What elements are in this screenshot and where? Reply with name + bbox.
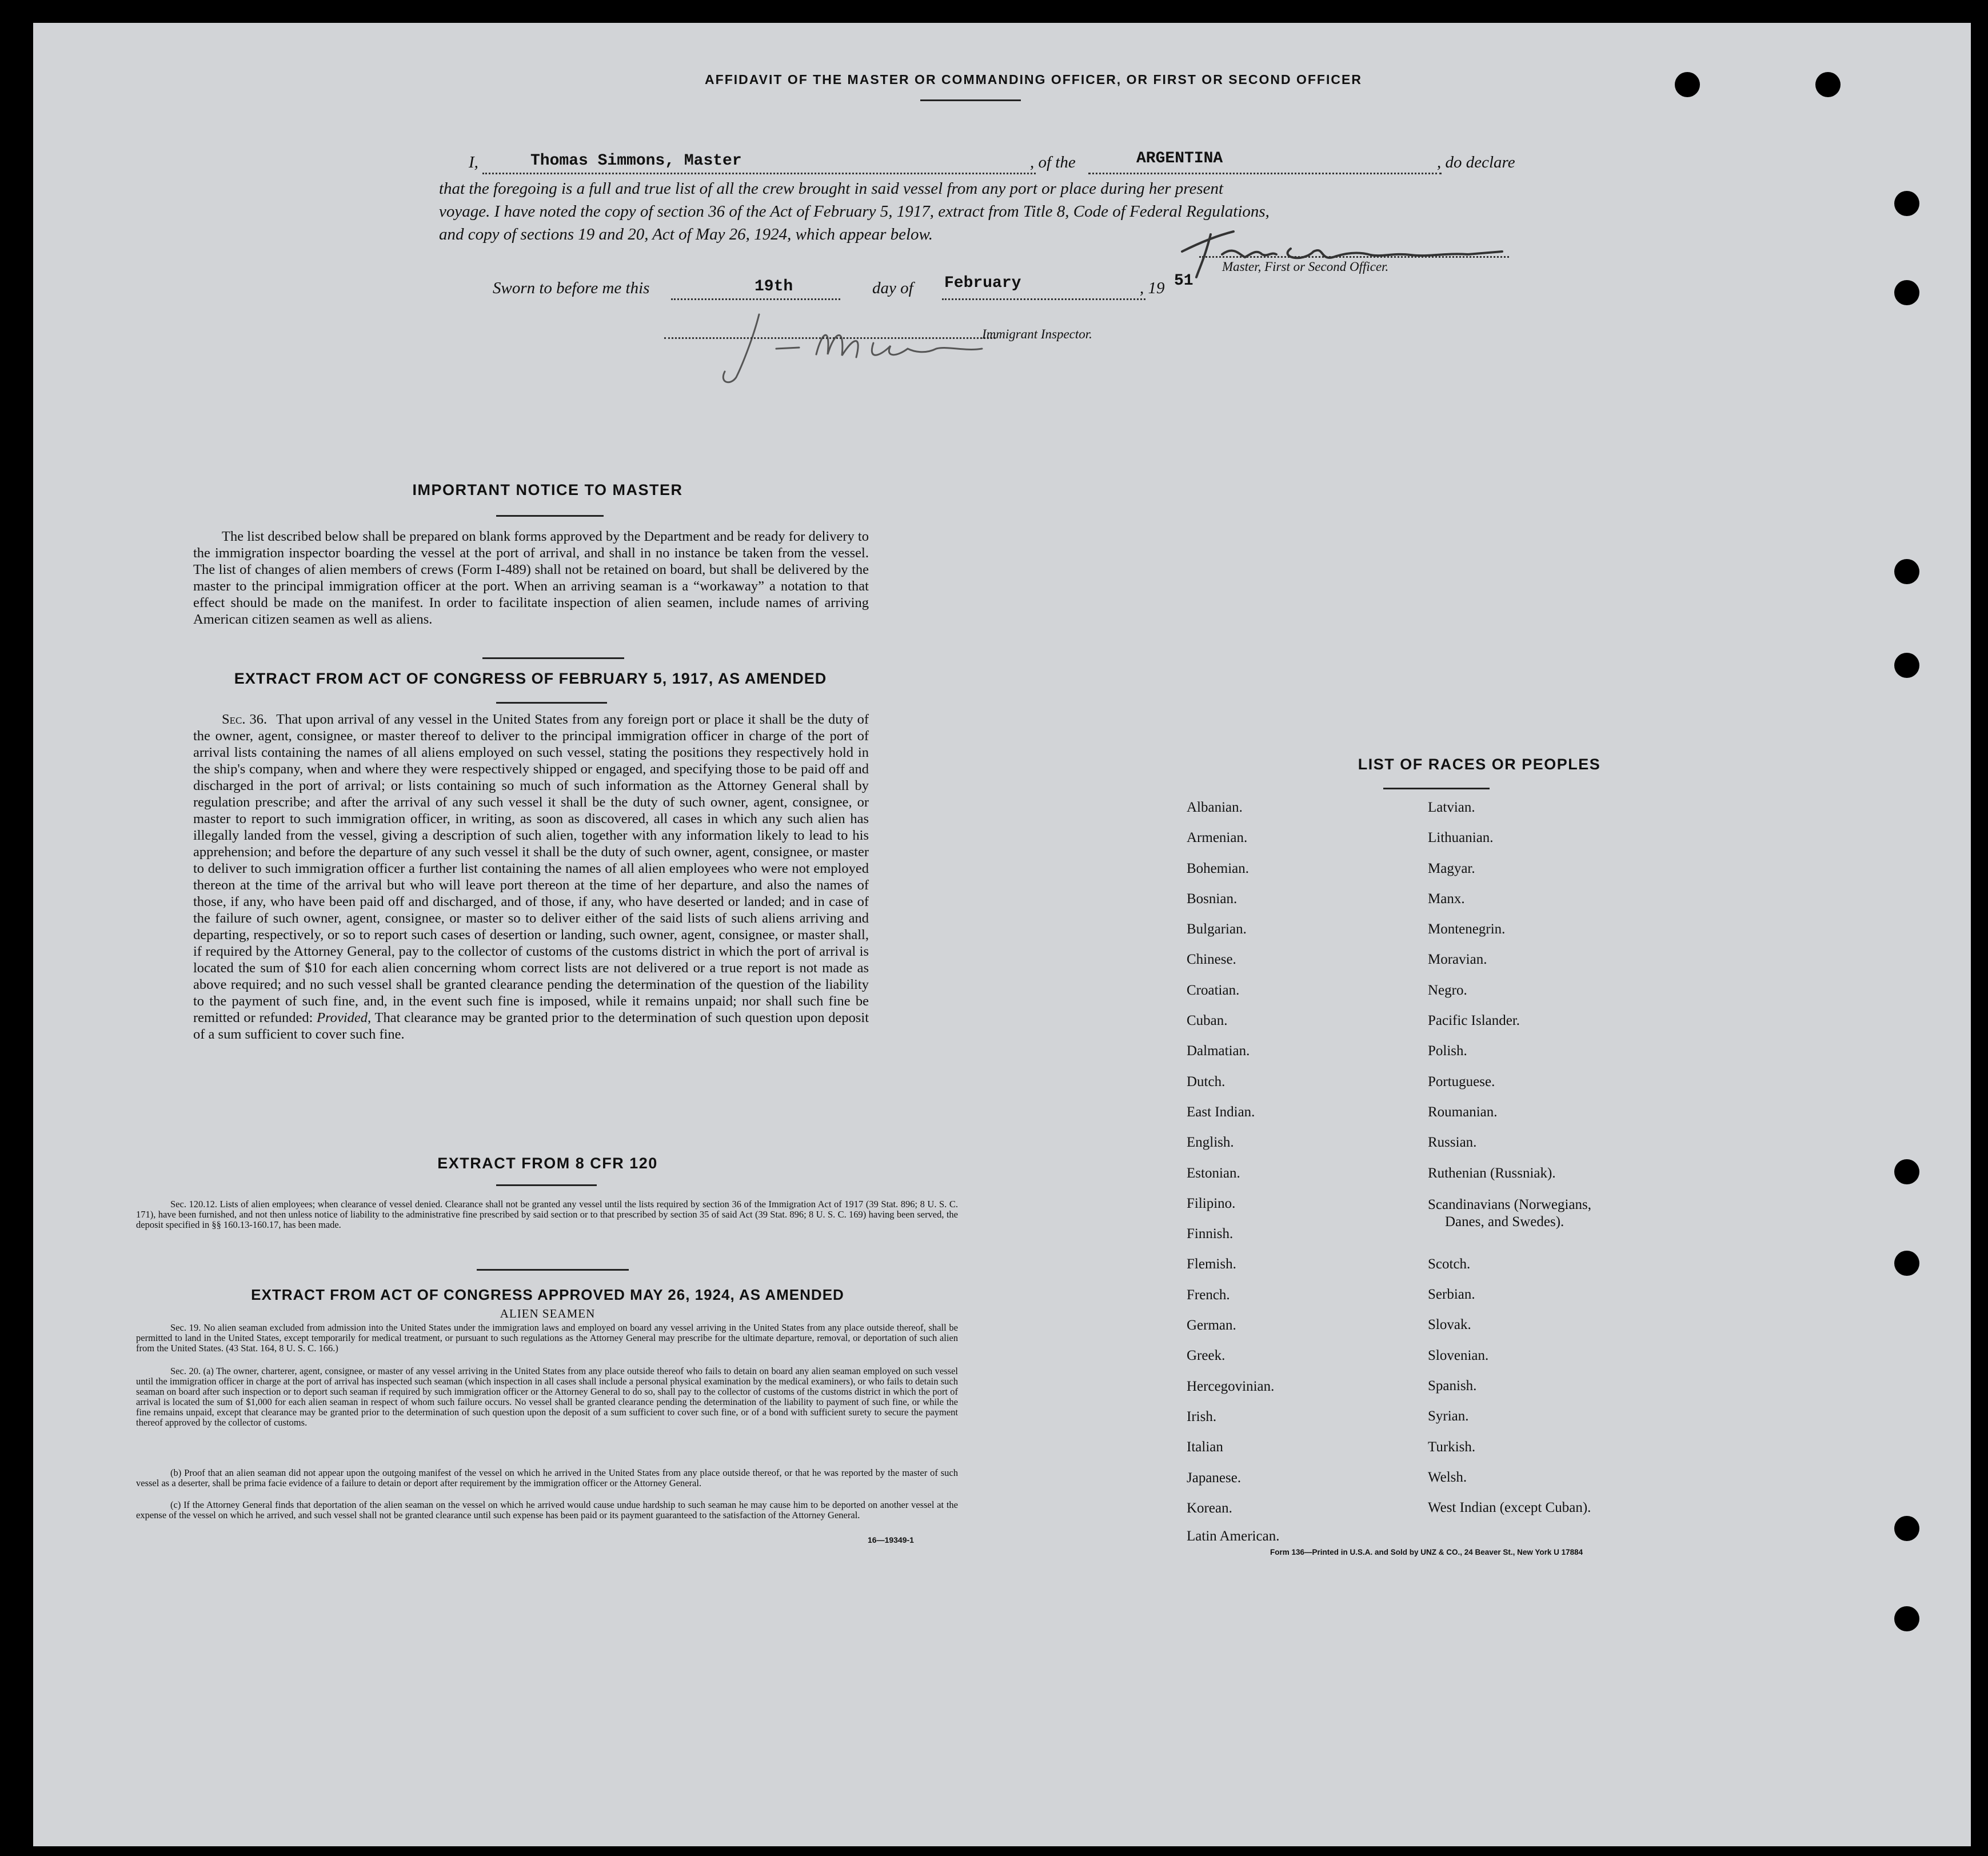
race-item: Syrian. [1428, 1408, 1469, 1424]
race-item: Armenian. [1187, 830, 1248, 846]
affidavit-prefix: I, [469, 153, 478, 171]
race-item: Italian [1187, 1439, 1223, 1455]
extract-1917-title: EXTRACT FROM ACT OF CONGRESS OF FEBRUARY 5, 1917, AS AMENDED [234, 670, 827, 687]
race-item: Scotch. [1428, 1256, 1471, 1272]
race-item-line: Scandinavians (Norwegians, [1428, 1196, 1592, 1212]
race-item: Japanese. [1187, 1470, 1241, 1486]
extract-1917-underline [496, 702, 607, 704]
race-item: German. [1187, 1318, 1236, 1334]
race-item: Finnish. [1187, 1226, 1233, 1242]
extract-cfr-underline [496, 1184, 597, 1186]
document-page [33, 23, 1971, 1846]
races-title-underline [1383, 788, 1490, 789]
punch-hole [1894, 559, 1919, 584]
vessel-name-field: ARGENTINA [1136, 150, 1223, 167]
of-the-label: , of the [1030, 153, 1076, 171]
inspector-signature [685, 303, 1005, 394]
race-item: Greek. [1187, 1348, 1225, 1364]
inspector-signature-line [664, 337, 996, 339]
race-item: French. [1187, 1287, 1230, 1303]
sec-36-label: Sec. 36. [222, 712, 268, 727]
master-name-field: Thomas Simmons, Master [530, 152, 742, 170]
race-item: Moravian. [1428, 952, 1487, 968]
race-item: Latin American. [1187, 1528, 1280, 1544]
extract-1924-title: EXTRACT FROM ACT OF CONGRESS APPROVED MAY 26, 1924, AS AMENDED [251, 1286, 844, 1303]
race-item: Estonian. [1187, 1165, 1240, 1181]
do-declare-label: , do declare [1437, 153, 1515, 171]
master-caption: Master, First or Second Officer. [1222, 260, 1389, 274]
race-item: Slovak. [1428, 1317, 1471, 1333]
year-field: 51 [1174, 272, 1193, 290]
race-item: Manx. [1428, 891, 1465, 907]
race-item: Slovenian. [1428, 1347, 1489, 1363]
races-column-1 [1187, 792, 1279, 1550]
punch-hole [1894, 280, 1919, 305]
race-item: Croatian. [1187, 982, 1240, 998]
race-item: English. [1187, 1135, 1234, 1151]
race-item: Roumanian. [1428, 1104, 1498, 1120]
month-field-line [942, 298, 1145, 300]
extract-1924-sec-20a: Sec. 20. (a) The owner, charterer, agent, consignee, or master of any vessel arriving in the United States from any place outside thereof who fails to detain on board any alien seaman employed on such vessel until the immigration officer in charge at the port of arrival has inspected such seaman (which inspection in all cases shall include a personal physical examination by the medical examiners), or who fails to detain such seaman on board after such inspection or to deport such seaman if required by such immigration officer or the Attorney General to do so, shall pay to the collector of customs of the customs district in which the port of arrival is located the sum of $1,000 for each alien seaman in respect of whom such failure occurs. No vessel shall be granted clearance pending the determination of the liability to payment of such fine, or while the fine remains unpaid, except that clearance may be granted prior to the determination of such question upon the deposit of a sum sufficient to cover such fine, or of a bond with sufficient surety to secure the payment thereof approved by the collector of customs. [136, 1366, 958, 1428]
notice-title: IMPORTANT NOTICE TO MASTER [412, 481, 683, 498]
race-item: Bulgarian. [1187, 921, 1247, 937]
race-item: Bosnian. [1187, 891, 1237, 907]
race-item: Ruthenian (Russniak). [1428, 1165, 1556, 1181]
race-item: Magyar. [1428, 860, 1475, 876]
race-item: Pacific Islander. [1428, 1013, 1520, 1029]
punch-hole [1894, 191, 1919, 216]
race-item: Serbian. [1428, 1287, 1475, 1303]
race-item: Latvian. [1428, 800, 1475, 815]
sec-36-body: That upon arrival of any vessel in the United States from any foreign port or place it shall be the duty of the owner, agent, consignee, or master thereof to deliver to the principal immigration officer in charge of the port of arrival lists containing the names of all aliens employed on such vessel, stating the positions they respectively hold in the ship's company, when and where they were respectively shipped or engaged, and specifying those to be paid off and discharged in the port of arrival; or lists containing so much of such information as the Attorney General shall by regulation prescribe; and after the arrival of any such vessel it shall be the duty of such owner, agent, consignee, or master to report to such immigration officer, in writing, as soon as discovered, all cases in which any such alien has illegally landed from the vessel, giving a description of such alien, together with any information likely to lead to his apprehension; and before the departure of any such vessel it shall be the duty of such owner, agent, consignee, or master to deliver to such immigration officer a further list containing the names of all alien employees who were not employed thereon at the time of the arrival but who will leave port thereon at the time of her departure, and also the names of those, if any, who have been paid off and discharged, and of those, if any, who have deserted or landed; and in case of the failure of such owner, agent, consignee, or master so to deliver either of the said lists of such aliens arriving and departing, respectively, or so to report such cases of desertion or landing, such owner, agent, consignee, or master shall, if required by the Attorney General, pay to the collector of customs of the customs district in which the port of arrival is located the sum of $10 for each alien concerning whom correct lists are not delivered or a true report is not made as above required; and no such vessel shall be granted clearance pending the determination of the question of the liability to the payment of such fine, and, in the event such fine is imposed, while it remains unpaid; nor shall such fine be remitted or refunded: [193, 712, 869, 1025]
race-item: Portuguese. [1428, 1073, 1495, 1089]
month-field: February [944, 274, 1021, 292]
race-item: Negro. [1428, 982, 1467, 998]
race-item: West Indian (except Cuban). [1428, 1500, 1591, 1516]
race-item: Albanian. [1187, 800, 1243, 815]
affidavit-line-4: and copy of sections 19 and 20, Act of May 26, 1924, which appear below. [439, 225, 933, 244]
race-item: Russian. [1428, 1135, 1477, 1151]
vessel-field-line [1088, 173, 1442, 174]
section-divider [477, 1269, 629, 1271]
race-item: Flemish. [1187, 1256, 1236, 1272]
extract-1924-sec-20b: (b) Proof that an alien seaman did not appear upon the outgoing manifest of the vessel on which he arrived in the United States from any place outside thereof, or that he was reported by the master of such vessel as a deserter, shall be prima facie evidence of a failure to detain or deport after requirement by the immigration officer or the Attorney General. [136, 1467, 958, 1488]
extract-cfr-text: Sec. 120.12. Lists of alien employees; when clearance of vessel denied. Clearance shall not be granted any vessel until the lists required by section 36 of the Immigration Act of 1917 (39 Stat. 896; 8 U. S. C. 171), have been furnished, and not then unless notice of liability to the administrative fine prescribed by said section or to that prescribed by section 35 of said Act (39 Stat. 896; 8 U. S. C. 169) having been served, the deposit specified in §§ 160.13-160.17, has been made. [136, 1199, 958, 1230]
printer-footer: Form 136—Printed in U.S.A. and Sold by UNZ & CO., 24 Beaver St., New York U 17884 [1270, 1548, 1583, 1556]
race-item: Bohemian. [1187, 860, 1250, 876]
race-item: Irish. [1187, 1408, 1217, 1424]
sec-36-end: That clearance may be granted prior to the determination of such question upon deposit of a sum sufficient to cover such fine. [193, 1010, 869, 1042]
punch-hole [1894, 1159, 1919, 1184]
race-item: Korean. [1187, 1500, 1232, 1516]
punch-hole [1815, 72, 1841, 97]
section-divider [482, 657, 624, 659]
races-title: LIST OF RACES OR PEOPLES [1358, 756, 1601, 773]
affidavit-title: AFFIDAVIT OF THE MASTER OR COMMANDING OFFICER, OR FIRST OR SECOND OFFICER [705, 72, 1362, 87]
race-item: Dalmatian. [1187, 1043, 1250, 1059]
extract-cfr-title: EXTRACT FROM 8 CFR 120 [437, 1155, 658, 1172]
races-column-2 [1428, 792, 1591, 1523]
punch-hole [1894, 1516, 1919, 1541]
race-item: Cuban. [1187, 1013, 1228, 1029]
extract-1924-sec-19: Sec. 19. No alien seaman excluded from admission into the United States under the immigration laws and employed on board any vessel arriving in the United States from any place outside thereof, shall be permitted to land in the United States, except temporarily for medical treatment, or pursuant to such regulations as the Attorney General may prescribe for the ultimate departure, removal, or deportation of such alien from the United States. (43 Stat. 164, 8 U. S. C. 166.) [136, 1322, 958, 1354]
punch-hole [1675, 72, 1700, 97]
affidavit-line-3: voyage. I have noted the copy of section 36 of the Act of February 5, 1917, extract from Title 8, Code of Federal Regulations, [439, 202, 1270, 221]
inspector-caption: Immigrant Inspector. [982, 327, 1092, 341]
race-item-line: Danes, and Swedes). [1445, 1214, 1564, 1230]
punch-hole [1894, 653, 1919, 678]
extract-1917-text [193, 711, 869, 1043]
race-item: Dutch. [1187, 1073, 1225, 1089]
race-item: Chinese. [1187, 952, 1236, 968]
race-item: Lithuanian. [1428, 830, 1494, 846]
provided-word: Provided, [317, 1010, 372, 1025]
race-item-scandinavians [1428, 1188, 1591, 1249]
punch-hole [1894, 1251, 1919, 1276]
form-code: 16—19349-1 [868, 1535, 914, 1544]
notice-text: The list described below shall be prepared on blank forms approved by the Department and be ready for delivery to the immigration inspector boarding the vessel at the port of arrival, and shall in no instance be taken from the vessel. The list of changes of alien members of crews (Form I-489) shall not be retained on board, but shall be delivered by the master to the principal immigration officer at the port. When an arriving seaman is a “workaway” a notation to that effect should be made on the manifest. In order to facilitate inspection of alien seamen, include names of arriving American citizen seamen as well as aliens. [193, 529, 869, 627]
alien-seamen-subtitle: ALIEN SEAMEN [500, 1307, 596, 1320]
master-signature-line [1199, 256, 1509, 258]
day-field: 19th [755, 278, 793, 296]
day-field-line [671, 298, 840, 300]
year-prefix: , 19 [1140, 279, 1165, 297]
race-item: Hercegovinian. [1187, 1378, 1275, 1394]
punch-hole [1894, 1606, 1919, 1631]
master-signature [1171, 223, 1514, 286]
day-of-label: day of [872, 279, 913, 297]
race-item: Spanish. [1428, 1378, 1477, 1394]
affidavit-line-2: that the foregoing is a full and true list of all the crew brought in said vessel from any port or place during her present [439, 179, 1224, 198]
sworn-label: Sworn to before me this [493, 279, 650, 297]
race-item: Welsh. [1428, 1469, 1467, 1485]
extract-1924-sec-20c: (c) If the Attorney General finds that deportation of the alien seaman on the vessel on which he arrived would cause undue hardship to such seaman he may cause him to be deported on another vessel at the expense of the vessel on which he arrived, and such vessel shall not be granted clearance until such expense has been paid or its payment guaranteed to the satisfaction of the Attorney General. [136, 1499, 958, 1520]
race-item: Turkish. [1428, 1439, 1476, 1455]
race-item: Montenegrin. [1428, 921, 1506, 937]
name-field-line [482, 173, 1036, 174]
race-item: Filipino. [1187, 1195, 1236, 1211]
notice-title-underline [496, 515, 604, 517]
title-underline [920, 99, 1021, 101]
race-item: Polish. [1428, 1043, 1467, 1059]
race-item: East Indian. [1187, 1104, 1255, 1120]
